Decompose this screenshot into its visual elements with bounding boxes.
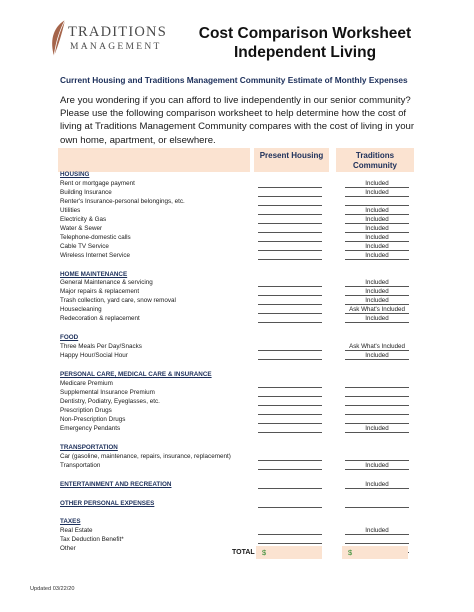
- total-label: TOTAL: [232, 549, 255, 556]
- section-heading-label: HOUSING: [60, 171, 90, 178]
- traditions-value: Included: [365, 527, 389, 535]
- section-heading-label: ENTERTAINMENT AND RECREATION: [60, 480, 172, 488]
- section-heading: [60, 370, 420, 379]
- traditions-value: Included: [365, 288, 389, 296]
- expense-row: [60, 397, 420, 406]
- traditions-value: Included: [365, 424, 389, 432]
- page-title: [180, 24, 430, 62]
- traditions-value: Included: [365, 224, 389, 232]
- traditions-value: Included: [365, 297, 389, 305]
- section-heading-label: TRANSPORTATION: [60, 443, 118, 451]
- expense-row: [60, 215, 420, 224]
- traditions-value: Included: [365, 461, 389, 469]
- expense-label: Prescription Drugs: [60, 406, 112, 414]
- expense-row: [60, 406, 420, 415]
- present-housing-entry-line[interactable]: [258, 488, 322, 489]
- expense-label: Wireless Internet Service: [60, 251, 130, 259]
- present-housing-entry-line[interactable]: [258, 432, 322, 433]
- expense-row: [60, 461, 420, 470]
- expense-label: Cable TV Service: [60, 242, 109, 250]
- expense-label: Three Meals Per Day/Snacks: [60, 343, 142, 351]
- traditions-value: Included: [365, 242, 389, 250]
- expense-row: [60, 526, 420, 535]
- column-header-present-housing: Present Housing: [259, 151, 324, 160]
- expense-label: Rent or mortgage payment: [60, 179, 135, 187]
- expense-label: Redecoration & replacement: [60, 315, 140, 323]
- title-line-2: Independent Living: [233, 44, 377, 61]
- expense-label: Supplemental Insurance Premium: [60, 388, 155, 396]
- traditions-logo: [48, 18, 178, 58]
- header-band-blank: [58, 148, 250, 172]
- expense-row: [60, 305, 420, 314]
- worksheet-subtitle: Current Housing and Traditions Management Community Estimate of Monthly Expenses: [60, 75, 408, 85]
- expense-label: Tax Deduction Benefit*: [60, 536, 124, 544]
- traditions-value: Included: [365, 352, 389, 360]
- traditions-value: Included: [365, 188, 389, 196]
- expense-label: Medicare Premium: [60, 380, 113, 387]
- expense-label: Happy Hour/Social Hour: [60, 352, 128, 360]
- present-housing-entry-line[interactable]: [258, 322, 322, 323]
- expense-row: [60, 251, 420, 260]
- expense-row: [60, 535, 420, 544]
- expense-row: [60, 379, 420, 388]
- intro-paragraph: Are you wondering if you can afford to live independently in our senior community? Please use the following comparison worksheet to help determine how the cost of living at Traditions Management Community compares with the cost of living in your own home, apartment, or elsewhere.: [60, 95, 415, 146]
- traditions-value: Ask What's Included: [349, 306, 405, 314]
- logo-subtitle: MANAGEMENT: [70, 42, 162, 52]
- section-heading-label: OTHER PERSONAL EXPENSES: [60, 499, 155, 507]
- updated-date: Updated 03/22/20: [30, 586, 75, 592]
- expense-row: [60, 242, 420, 251]
- expense-label: Emergency Pendants: [60, 424, 121, 432]
- expense-row: [60, 278, 420, 287]
- expense-row: [60, 452, 420, 461]
- traditions-value: Included: [365, 215, 389, 223]
- traditions-value: Included: [365, 233, 389, 241]
- expense-row: [60, 206, 420, 215]
- present-housing-entry-line[interactable]: [258, 359, 322, 360]
- total-traditions-value: $: [348, 548, 353, 557]
- present-housing-entry-line[interactable]: [258, 507, 322, 508]
- expense-label: Trash collection, yard care, snow removal: [60, 297, 176, 305]
- title-line-1: Cost Comparison Worksheet: [198, 25, 412, 42]
- expense-row: [60, 224, 420, 233]
- leaf-logo-icon: [48, 18, 68, 58]
- section-heading-label: FOOD: [60, 334, 79, 342]
- logo-name: TRADITIONS: [68, 24, 167, 40]
- expense-label: Non-Prescription Drugs: [60, 415, 126, 423]
- present-housing-entry-line[interactable]: [258, 259, 322, 260]
- expense-label: Building Insurance: [60, 188, 112, 196]
- expense-row: [60, 415, 420, 424]
- traditions-value: Included: [365, 279, 389, 287]
- section-heading-label: PERSONAL CARE, MEDICAL CARE & INSURANCE: [60, 371, 212, 378]
- expense-row: [60, 424, 420, 433]
- traditions-value: Included: [365, 179, 389, 187]
- traditions-value: Included: [365, 480, 389, 488]
- traditions-value: Ask What's Included: [349, 343, 405, 351]
- section-heading: [60, 270, 420, 279]
- expense-label: Water & Sewer: [60, 224, 103, 232]
- present-housing-entry-line[interactable]: [258, 469, 322, 470]
- traditions-value: Included: [365, 315, 389, 323]
- section-heading-label: HOME MAINTENANCE: [60, 270, 128, 278]
- expense-label: Other: [60, 545, 76, 553]
- expense-label: Housecleaning: [60, 306, 102, 314]
- total-present-value: $: [262, 548, 267, 557]
- column-header-traditions-community: Traditions Community: [353, 151, 397, 170]
- traditions-value: Included: [365, 251, 389, 259]
- section-heading: [60, 499, 420, 508]
- expense-row: [60, 388, 420, 397]
- expense-row: [60, 296, 420, 305]
- section-heading-label: TAXES: [60, 518, 81, 526]
- section-heading: [60, 517, 420, 526]
- expense-row: [60, 188, 420, 197]
- expense-label: Telephone-domestic calls: [60, 233, 131, 241]
- expense-label: Utilities: [60, 206, 81, 214]
- section-heading: [60, 480, 420, 489]
- expense-row: [60, 197, 420, 206]
- expense-label: General Maintenance & servicing: [60, 279, 153, 287]
- traditions-value: Included: [365, 206, 389, 214]
- expense-row: [60, 287, 420, 296]
- expense-label: Real Estate: [60, 527, 93, 535]
- section-heading: [60, 170, 420, 179]
- expense-label: Major repairs & replacement: [60, 288, 140, 296]
- section-heading: [60, 443, 420, 452]
- expense-row: [60, 342, 420, 351]
- expense-row: [60, 314, 420, 323]
- expense-label: Electricity & Gas: [60, 215, 107, 223]
- expense-label: Transportation: [60, 461, 101, 469]
- section-heading: [60, 333, 420, 342]
- expense-row: [60, 179, 420, 188]
- expense-label: Renter's Insurance-personal belongings, etc.: [60, 197, 185, 205]
- expense-label: Dentistry, Podiatry, Eyeglasses, etc.: [60, 397, 160, 405]
- expense-row: [60, 351, 420, 360]
- traditions-entry-line: [345, 507, 409, 508]
- expense-label: Car (gasoline, maintenance, repairs, insurance, replacement): [60, 452, 231, 460]
- expense-row: [60, 233, 420, 242]
